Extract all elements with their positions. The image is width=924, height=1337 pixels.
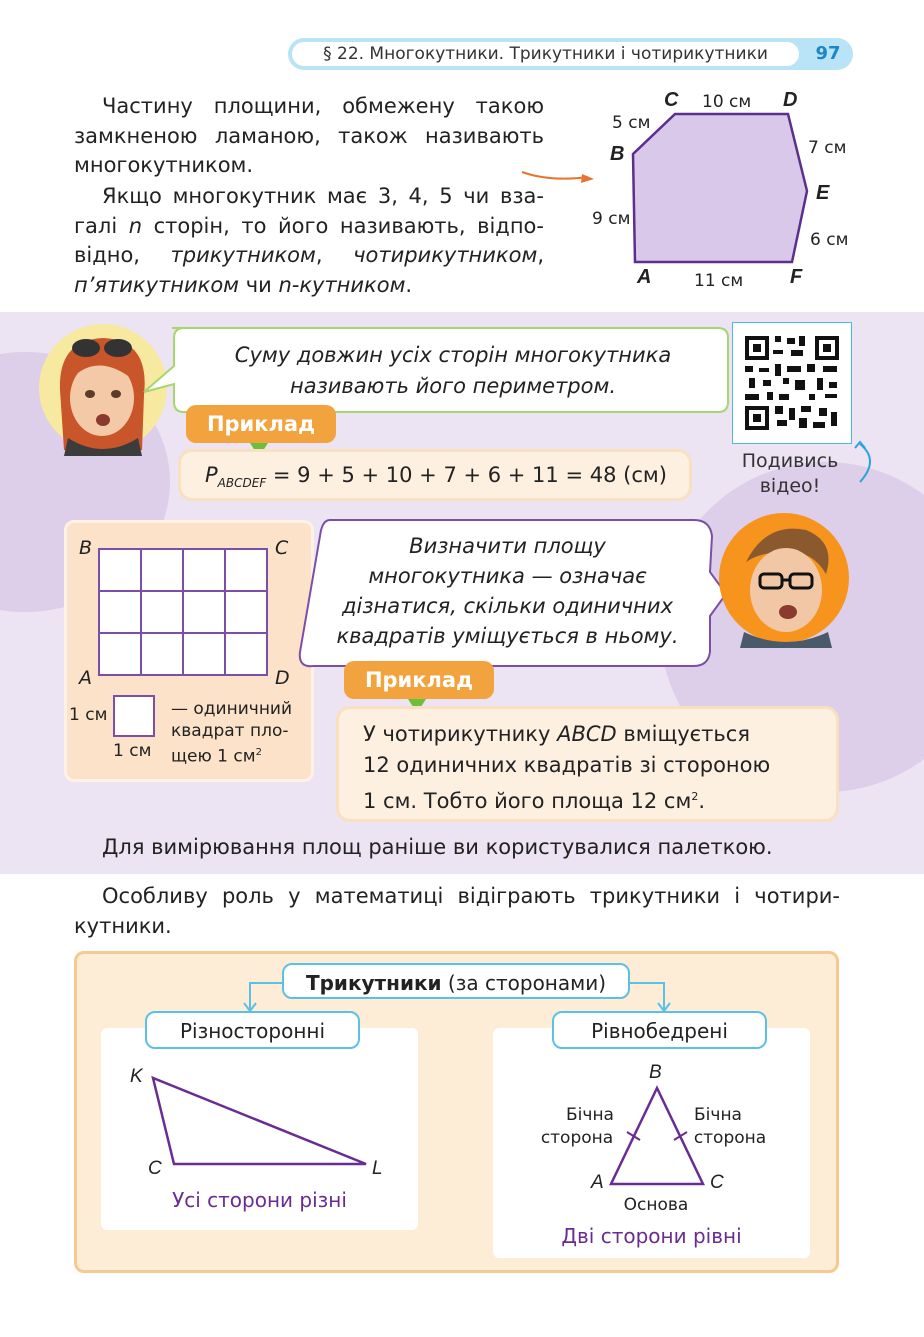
grid-cell (225, 633, 267, 675)
vertex-label-b: B (610, 143, 625, 165)
lateral-side-left-2: сторона (540, 1128, 614, 1148)
scalene-label: Різносторонні (145, 1011, 360, 1049)
side-label-fa: 11 см (694, 271, 744, 291)
qr-caption: Подивись відео! (741, 450, 839, 497)
grid-cell (225, 549, 267, 591)
vertex-label-c-right: C (710, 1172, 724, 1193)
boy-avatar (716, 512, 856, 648)
unit-square-caption: — одиничний квадрат пло- щею 1 $см^2$ (171, 699, 293, 767)
grid-corner-b: B (79, 537, 93, 559)
scalene-caption: Усі сторони різні (172, 1188, 347, 1212)
qr-arrow-icon (852, 440, 882, 490)
section-title: § 22. Многокутники. Трикутники і чотирикутники (292, 42, 799, 66)
side-label-ef: 6 см (810, 230, 849, 250)
area-definition: Визначити площу многокутника — означає дізнатися, скільки одиничних квадратів уміщується в ньому. (336, 534, 679, 648)
vertex-label-k: K (130, 1066, 143, 1087)
grid-corner-c: C (275, 537, 289, 559)
intro-paragraph-2: Якщо многокутник має 3, 4, 5 чи вза- галі n сторін, то його називають, відпо- відно, трикутником, чотирикутником, п’ятикутником чи n-кутником. (74, 184, 544, 297)
grid-cell (183, 591, 225, 633)
unit-side-bottom-label: 1 см (113, 741, 152, 761)
side-label-ab: 9 см (592, 209, 631, 229)
paletka-sentence: Для вимірювання площ раніше ви користувалися палеткою. (102, 835, 773, 859)
isosceles-triangle-shape (611, 1088, 703, 1184)
unit-square (113, 695, 155, 737)
perimeter-formula: $P_{ABCDEF} = 9 + 5 + 10 + 7 + 6 + 11 = 48$ (см) (205, 463, 667, 491)
grid-cell (141, 549, 183, 591)
example-tag-2: Приклад (344, 661, 494, 699)
grid-corner-d: D (275, 667, 290, 689)
lateral-side-right-1: Бічна (694, 1105, 742, 1125)
vertex-label-l: L (372, 1158, 383, 1179)
intro-paragraph-1: Частину площини, обмежену такою замкненою ламаною, також називають многокутником. (74, 94, 544, 177)
vertex-label-f: F (790, 266, 803, 288)
arrow-head (581, 174, 594, 183)
page-number: 97 (815, 43, 841, 64)
scalene-triangle-shape (153, 1078, 366, 1164)
area-example-box (336, 706, 839, 822)
vertex-label-a: A (637, 266, 652, 288)
side-label-cd: 10 см (702, 92, 752, 112)
qr-code[interactable] (732, 322, 852, 444)
base-label: Основа (623, 1195, 689, 1215)
perimeter-definition: Суму довжин усіх сторін многокутника називають його периметром. (234, 343, 672, 398)
grid-cell (183, 633, 225, 675)
qr-pattern (733, 323, 851, 443)
arrow-curve (522, 172, 588, 179)
vertex-label-b-right: B (649, 1062, 662, 1083)
scalene-triangle (120, 1062, 400, 1182)
vertex-label-c: C (664, 89, 679, 111)
example-tag-1: Приклад (186, 405, 336, 443)
side-label-de: 7 см (808, 138, 847, 158)
unit-side-left-label: 1 см (69, 705, 108, 725)
special-role-paragraph: Особливу роль у математиці відіграють трикутники і чотири- кутники. (74, 884, 840, 938)
lateral-side-left-1: Бічна (566, 1105, 614, 1125)
grid-cell (225, 591, 267, 633)
grid-cell (99, 591, 141, 633)
vertex-label-d: D (783, 89, 798, 111)
grid-cell (141, 591, 183, 633)
area-grid-figure (64, 520, 314, 782)
perimeter-formula-box (178, 449, 692, 501)
grid-corner-a: A (79, 667, 92, 689)
side-label-bc: 5 см (612, 113, 651, 133)
vertex-label-c-left: C (148, 1158, 162, 1179)
grid-cell (183, 549, 225, 591)
hexagon-shape (633, 114, 807, 262)
isosceles-triangle (500, 1056, 800, 1226)
grid-cell (99, 549, 141, 591)
vertex-label-e: E (816, 182, 830, 204)
lateral-side-right-2: сторона (693, 1128, 767, 1148)
grid-cell (99, 633, 141, 675)
scheme-title: Трикутники (за сторонами) (282, 963, 630, 999)
grid-cell (141, 633, 183, 675)
vertex-label-a-right: A (591, 1172, 604, 1193)
unit-square-grid (97, 547, 273, 679)
scheme-connectors (230, 975, 690, 1015)
isosceles-label: Рівнобедрені (552, 1011, 767, 1049)
isosceles-caption: Дві сторони рівні (561, 1224, 742, 1248)
hexagon-figure (510, 80, 870, 300)
area-example-text: У чотирикутнику ABCD вміщується 12 одиничних квадратів зі стороною 1 см. Тобто його площа 12 $см^2$. (363, 722, 771, 813)
